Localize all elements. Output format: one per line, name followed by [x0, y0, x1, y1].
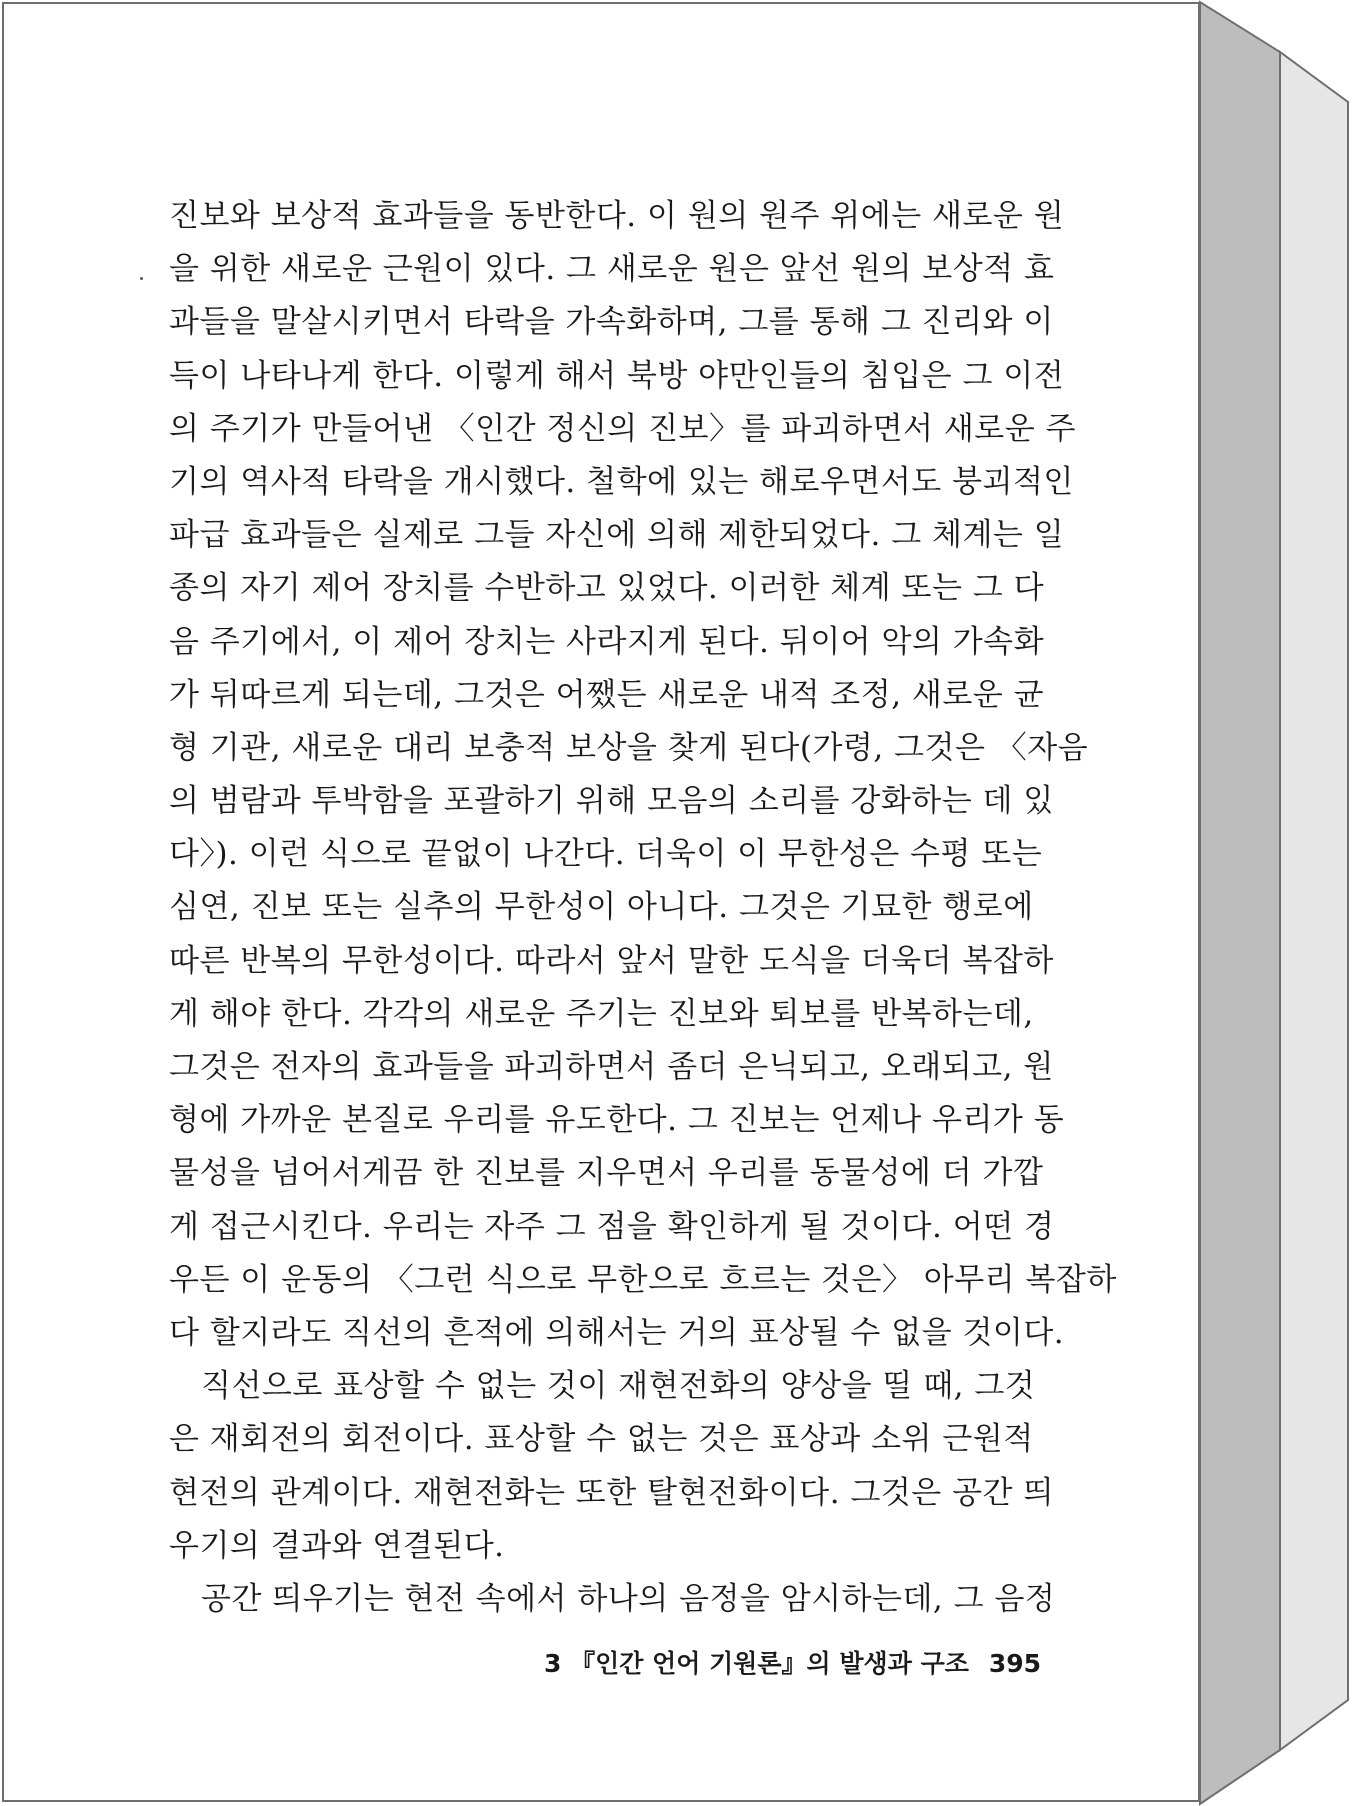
text-line: 진보와 보상적 효과들을 동반한다. 이 원의 원주 위에는 새로운 원 [169, 198, 1065, 234]
running-title: 3 『인간 언어 기원론』의 발생과 구조 [544, 1649, 969, 1678]
text-line: 의 주기가 만들어낸 〈인간 정신의 진보〉를 파괴하면서 새로운 주 [169, 410, 1076, 447]
text-line: 파급 효과들은 실제로 그들 자신에 의해 제한되었다. 그 체계는 일 [169, 517, 1065, 554]
text-line: 현전의 관계이다. 재현전화는 또한 탈현전화이다. 그것은 공간 띄 [169, 1474, 1054, 1511]
text-line: 게 해야 한다. 각각의 새로운 주기는 진보와 퇴보를 반복하는데, [169, 995, 1034, 1032]
text-line: 가 뒤따르게 되는데, 그것은 어쨌든 새로운 내적 조정, 새로운 균 [169, 676, 1045, 713]
text-line: 공간 띄우기는 현전 속에서 하나의 음정을 암시하는데, 그 음정 [201, 1580, 1056, 1617]
stray-mark [140, 277, 143, 280]
text-line: 의 범람과 투박함을 포괄하기 위해 모음의 소리를 강화하는 데 있 [169, 783, 1054, 820]
text-line: 형에 가까운 본질로 우리를 유도한다. 그 진보는 언제나 우리가 동 [169, 1102, 1065, 1139]
text-line: 우든 이 운동의 〈그런 식으로 무한으로 흐르는 것은〉 아무리 복잡하 [169, 1261, 1117, 1298]
text-line: 음 주기에서, 이 제어 장치는 사라지게 된다. 뒤이어 악의 가속화 [169, 623, 1045, 660]
spine-face [1200, 2, 1280, 1804]
text-line: 그것은 전자의 효과들을 파괴하면서 좀더 은닉되고, 오래되고, 원 [169, 1049, 1054, 1085]
text-line: 물성을 넘어서게끔 한 진보를 지우면서 우리를 동물성에 더 가깝 [169, 1155, 1044, 1192]
text-line: 우기의 결과와 연결된다. [169, 1527, 505, 1564]
body-text [169, 190, 1117, 1626]
text-line: 종의 자기 제어 장치를 수반하고 있었다. 이러한 체계 또는 그 다 [169, 570, 1045, 607]
text-line: 직선으로 표상할 수 없는 것이 재현전화의 양상을 띨 때, 그것 [201, 1368, 1036, 1405]
text-line: 게 접근시킨다. 우리는 자주 그 점을 확인하게 될 것이다. 어떤 경 [169, 1208, 1055, 1245]
text-line: 형 기관, 새로운 대리 보충적 보상을 찾게 된다(가령, 그것은 〈자음 [169, 729, 1089, 766]
page-edges [1280, 52, 1348, 1750]
text-line: 을 위한 새로운 근원이 있다. 그 새로운 원은 앞선 원의 보상적 효 [169, 251, 1055, 288]
text-line: 다 할지라도 직선의 흔적에 의해서는 거의 표상될 수 없을 것이다. [169, 1314, 1065, 1351]
text-line: 은 재회전의 회전이다. 표상할 수 없는 것은 표상과 소위 근원적 [169, 1421, 1034, 1458]
page-sheet [2, 2, 1200, 1802]
text-line: 따른 반복의 무한성이다. 따라서 앞서 말한 도식을 더욱더 복잡하 [169, 942, 1054, 979]
book-spine-shape [1200, 0, 1354, 1806]
text-line: 다〉). 이런 식으로 끝없이 나간다. 더욱이 이 무한성은 수평 또는 [169, 836, 1043, 873]
text-line: 기의 역사적 타락을 개시했다. 철학에 있는 해로우면서도 붕괴적인 [169, 463, 1074, 500]
page-number: 395 [988, 1649, 1042, 1678]
text-line: 과들을 말살시키면서 타락을 가속화하며, 그를 통해 그 진리와 이 [169, 304, 1054, 341]
running-footer [544, 1644, 1042, 1680]
text-line: 득이 나타나게 한다. 이렇게 해서 북방 야만인들의 침입은 그 이전 [169, 357, 1065, 394]
text-line: 심연, 진보 또는 실추의 무한성이 아니다. 그것은 기묘한 행로에 [169, 889, 1034, 926]
